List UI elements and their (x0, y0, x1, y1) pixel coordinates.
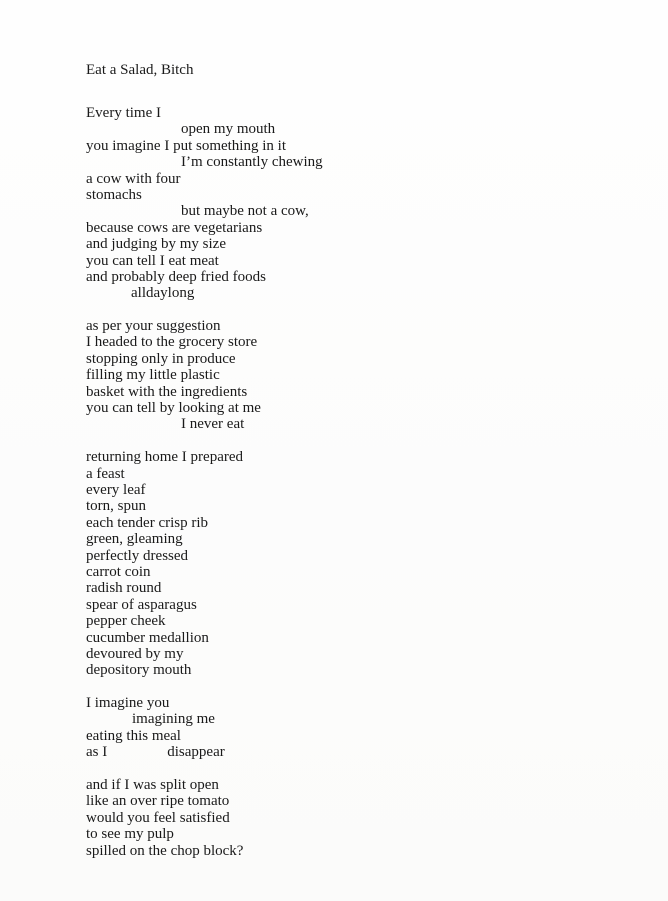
poem-line: spear of asparagus (86, 596, 197, 613)
poem-line: you imagine I put something in it (86, 137, 286, 154)
stanza-4 (86, 695, 323, 761)
poem-line: devoured by my (86, 645, 184, 662)
poem-line: as per your suggestion (86, 318, 221, 335)
poem-line-part: disappear (167, 744, 225, 761)
poem-line: filling my little plastic (86, 367, 220, 384)
poem-line: imagining me (132, 711, 215, 728)
poem-line: eating this meal (86, 727, 181, 744)
poem-line: pepper cheek (86, 613, 166, 630)
poem-line: and probably deep fried foods (86, 268, 266, 285)
poem-line: I imagine you (86, 695, 170, 712)
stanza-break (86, 433, 323, 449)
poem-line (86, 744, 323, 760)
poem-line: a cow with four (86, 170, 181, 187)
stanza-break (86, 302, 323, 318)
poem-line: you can tell by looking at me (86, 400, 261, 417)
poem-line: because cows are vegetarians (86, 219, 263, 236)
poem-body (86, 105, 323, 859)
poem-line: like an over ripe tomato (86, 793, 230, 810)
poem-line: torn, spun (86, 498, 146, 515)
poem-line: each tender crisp rib (86, 514, 209, 531)
poem-line: carrot coin (86, 563, 151, 580)
poem-line: cucumber medallion (86, 629, 209, 646)
poem-line: depository mouth (86, 662, 192, 679)
poem-title: Eat a Salad, Bitch (86, 62, 194, 78)
stanza-5 (86, 777, 323, 859)
poem-line: radish round (86, 580, 162, 597)
poem-line-part: as I (86, 744, 108, 761)
poem-line: I never eat (181, 416, 245, 433)
poem-line: alldaylong (131, 285, 195, 302)
stanza-2 (86, 318, 323, 433)
poem-line: every leaf (86, 481, 146, 498)
poem-line: Every time I (86, 105, 161, 121)
poem-line: I headed to the grocery store (86, 334, 258, 351)
poem-line: but maybe not a cow, (181, 203, 309, 220)
poem-line: a feast (86, 465, 125, 482)
stanza-break (86, 761, 323, 777)
poem-line: basket with the ingredients (86, 383, 248, 400)
poem-line: stomachs (86, 186, 142, 203)
stanza-3 (86, 449, 323, 678)
poem-line: to see my pulp (86, 826, 174, 843)
poem-line: open my mouth (181, 121, 276, 138)
poem-line: you can tell I eat meat (86, 252, 219, 269)
poem-line: returning home I prepared (86, 449, 244, 466)
poem-line: and judging by my size (86, 236, 226, 253)
poem-line: and if I was split open (86, 777, 219, 794)
poem-line: perfectly dressed (86, 547, 189, 564)
poem-line: stopping only in produce (86, 350, 236, 367)
poem-line: spilled on the chop block? (86, 842, 244, 859)
stanza-1 (86, 105, 323, 302)
stanza-break (86, 679, 323, 695)
poem-line: green, gleaming (86, 531, 183, 548)
poem-line: I’m constantly chewing (181, 154, 323, 171)
poem-line: would you feel satisfied (86, 809, 230, 826)
